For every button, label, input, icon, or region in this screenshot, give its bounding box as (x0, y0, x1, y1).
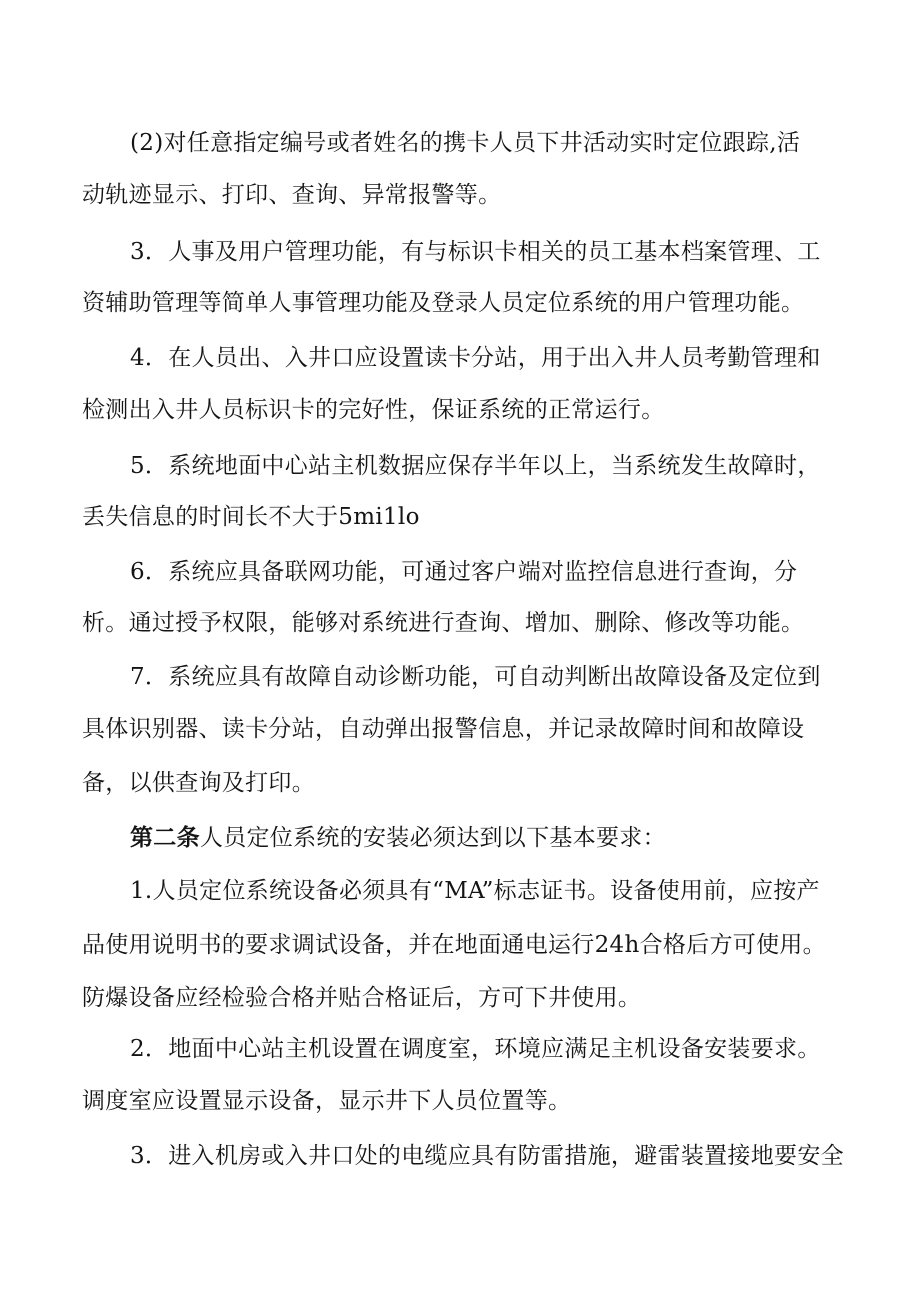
text-line: 5．系统地面中心站主机数据应保存半年以上，当系统发生故障时， (130, 453, 821, 479)
article-heading (0, 823, 666, 853)
text-line: 资辅助管理等简单人事管理功能及登录人员定位系统的用户管理功能。 (82, 290, 805, 316)
text-line: 6．系统应具备联网功能，可通过客户端对监控信息进行查询，分 (130, 559, 798, 585)
text-line: 丢失信息的时间长不大于5mi1lo (82, 504, 420, 530)
text-line: 检测出入井人员标识卡的完好性，保证系统的正常运行。 (82, 397, 665, 423)
text-line: 防爆设备应经检验合格并贴合格证后，方可下井使用。 (82, 985, 642, 1011)
article-title: 人员定位系统的安装必须达到以下基本要求： (199, 825, 666, 851)
text-line: 7．系统应具有故障自动诊断功能，可自动判断出故障设备及定位到 (130, 664, 821, 690)
article-number: 第二条 (130, 824, 200, 851)
text-line: 具体识别器、读卡分站，自动弹出报警信息，并记录故障时间和故障设 (82, 716, 805, 742)
text-line: 2．地面中心站主机设置在调度室，环境应满足主机设备安装要求。 (130, 1036, 821, 1062)
text-line: 备，以供查询及打印。 (82, 770, 315, 796)
text-line: 动轨迹显示、打印、查询、异常报警等。 (82, 182, 502, 208)
text-line: (2)对任意指定编号或者姓名的携卡人员下井活动实时定位跟踪,活 (130, 130, 801, 156)
text-line: 品使用说明书的要求调试设备，并在地面通电运行24h合格后方可使用。 (82, 932, 826, 958)
text-line: 析。通过授予权限，能够对系统进行查询、增加、删除、修改等功能。 (82, 610, 805, 636)
text-line: 调度室应设置显示设备，显示井下人员位置等。 (82, 1088, 572, 1114)
text-line: 4．在人员出、入井口应设置读卡分站，用于出入井人员考勤管理和 (130, 345, 821, 371)
text-line: 1.人员定位系统设备必须具有“MA”标志证书。设备使用前，应按产 (130, 878, 820, 904)
text-line: 3．进入机房或入井口处的电缆应具有防雷措施，避雷装置接地要安全 (130, 1143, 844, 1169)
text-line: 3．人事及用户管理功能，有与标识卡相关的员工基本档案管理、工 (130, 239, 821, 265)
